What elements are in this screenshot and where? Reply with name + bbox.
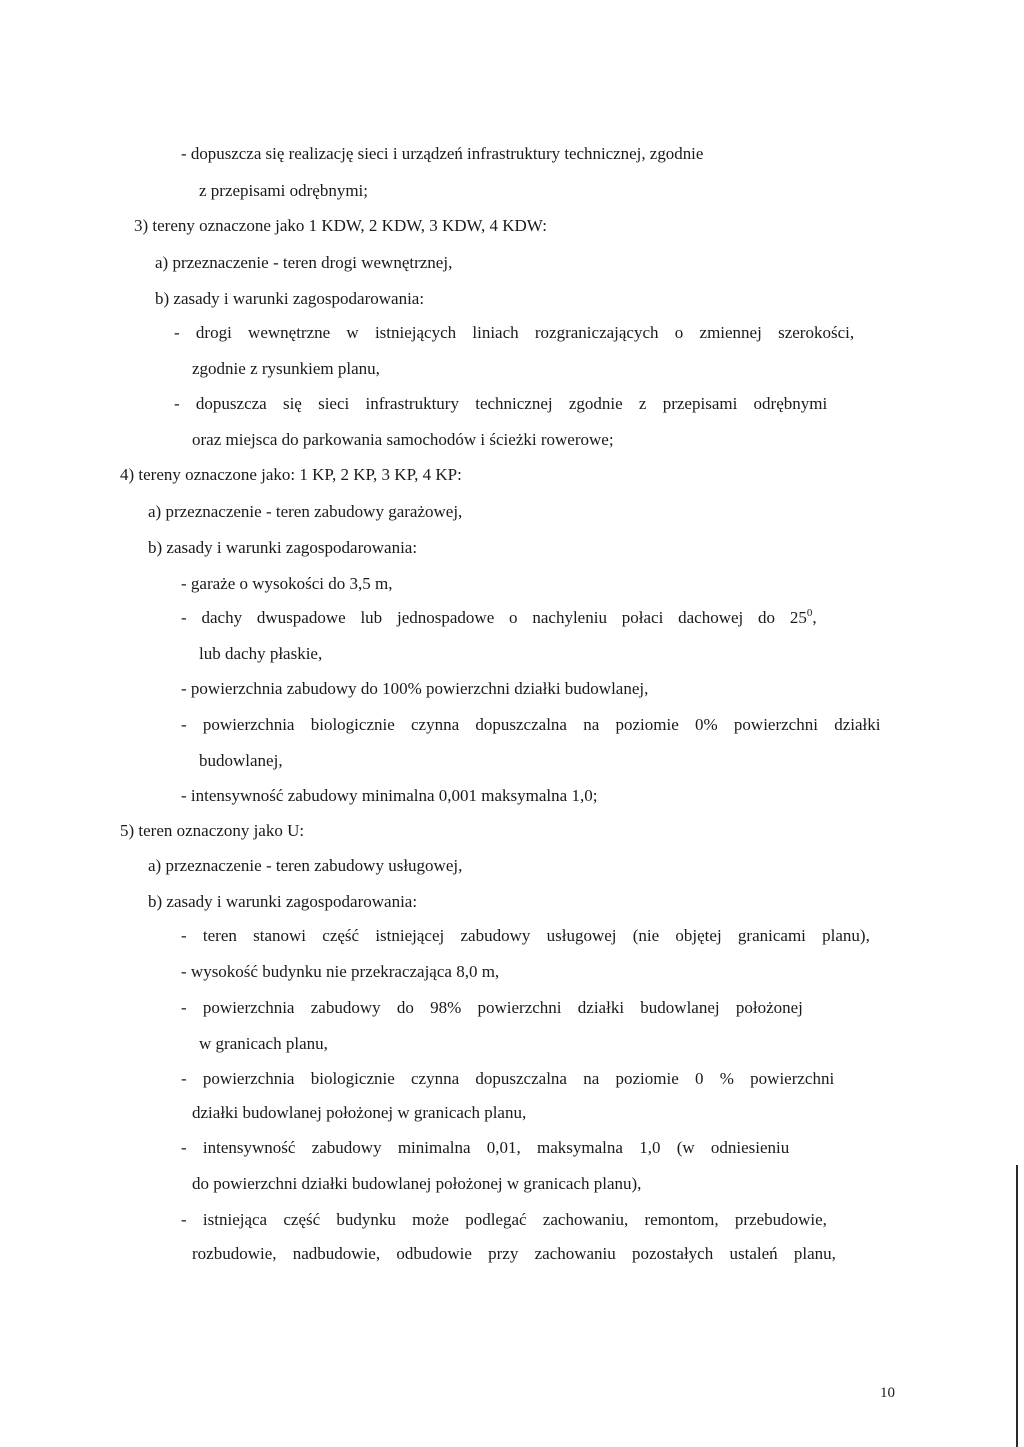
text-line: - powierzchnia biologicznie czynna dopuszczalna na poziomie 0 % powierzchni (181, 1069, 835, 1088)
page-number: 10 (880, 1385, 895, 1401)
text-line: działki budowlanej położonej w granicach planu, (192, 1103, 527, 1122)
text-line: rozbudowie, nadbudowie, odbudowie przy zachowaniu pozostałych ustaleń planu, (192, 1244, 836, 1263)
text-line: - dachy dwuspadowe lub jednospadowe o nachyleniu połaci dachowej do 25 (181, 608, 807, 627)
text-line: - teren stanowi część istniejącej zabudowy usługowej (nie objętej granicami planu), (181, 926, 870, 945)
text-line: - dopuszcza się sieci infrastruktury technicznej zgodnie z przepisami odrębnymi (174, 394, 828, 413)
text-line: - istniejąca część budynku może podlegać zachowaniu, remontom, przebudowie, (181, 1210, 827, 1229)
text-line: - powierzchnia zabudowy do 100% powierzchni działki budowlanej, (181, 679, 649, 698)
text-line: budowlanej, (199, 751, 283, 770)
text-line: - powierzchnia biologicznie czynna dopuszczalna na poziomie 0% powierzchni działki (181, 715, 881, 734)
text-line: - dopuszcza się realizację sieci i urządzeń infrastruktury technicznej, zgodnie (181, 144, 704, 163)
text-line: zgodnie z rysunkiem planu, (192, 359, 380, 378)
text-line: 5) teren oznaczony jako U: (120, 821, 305, 840)
text-line: do powierzchni działki budowlanej położonej w granicach planu), (192, 1174, 642, 1193)
text-line: b) zasady i warunki zagospodarowania: (155, 289, 425, 308)
text-line: - drogi wewnętrzne w istniejących liniach rozgraniczających o zmiennej szerokości, (174, 323, 855, 342)
text-line-with-degree (181, 608, 817, 628)
text-line: b) zasady i warunki zagospodarowania: (148, 538, 418, 557)
text-line: b) zasady i warunki zagospodarowania: (148, 892, 418, 911)
punctuation: , (812, 608, 817, 627)
text-line: - intensywność zabudowy minimalna 0,001 maksymalna 1,0; (181, 786, 598, 805)
text-line: a) przeznaczenie - teren zabudowy usługowej, (148, 856, 463, 875)
text-line: a) przeznaczenie - teren zabudowy garażowej, (148, 502, 463, 521)
text-line: 3) tereny oznaczone jako 1 KDW, 2 KDW, 3 KDW, 4 KDW: (134, 216, 547, 235)
text-line: - powierzchnia zabudowy do 98% powierzchni działki budowlanej położonej (181, 998, 803, 1017)
text-line: - garaże o wysokości do 3,5 m, (181, 574, 393, 593)
text-line: - intensywność zabudowy minimalna 0,01, maksymalna 1,0 (w odniesieniu (181, 1138, 790, 1157)
text-line: w granicach planu, (199, 1034, 328, 1053)
text-line: a) przeznaczenie - teren drogi wewnętrznej, (155, 253, 453, 272)
text-line: z przepisami odrębnymi; (199, 181, 369, 200)
scan-edge-line (1016, 1165, 1018, 1447)
superscript-degree: 0 (806, 607, 813, 619)
text-line: oraz miejsca do parkowania samochodów i ścieżki rowerowe; (192, 430, 614, 449)
text-line: - wysokość budynku nie przekraczająca 8,0 m, (181, 962, 500, 981)
text-line: lub dachy płaskie, (199, 644, 323, 663)
text-line: 4) tereny oznaczone jako: 1 KP, 2 KP, 3 KP, 4 KP: (120, 465, 462, 484)
